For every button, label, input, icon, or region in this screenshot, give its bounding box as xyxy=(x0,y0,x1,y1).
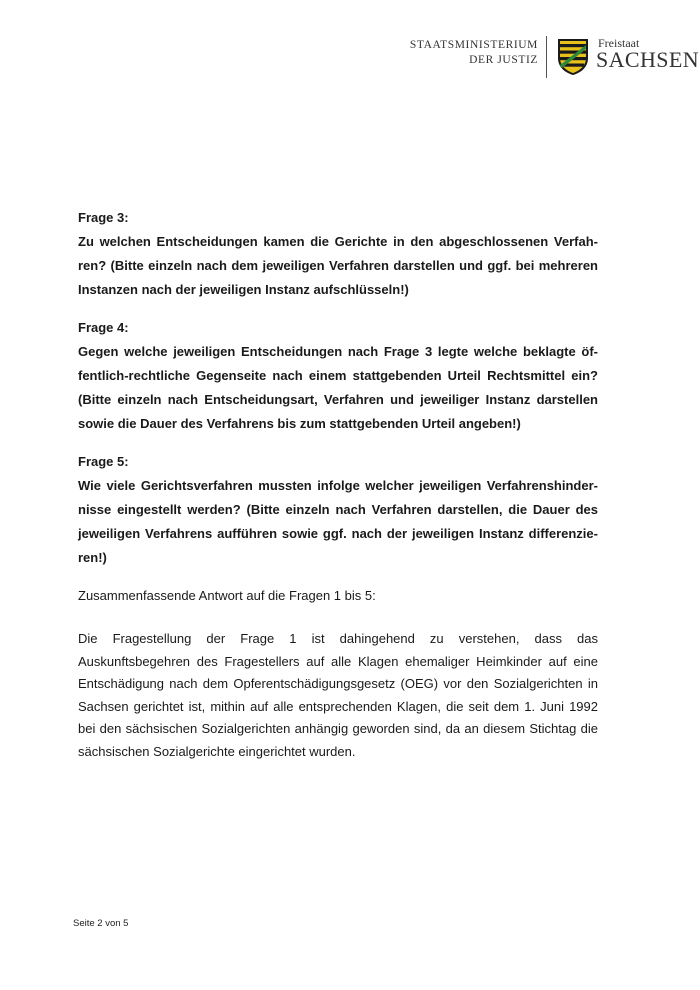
header-divider xyxy=(546,36,547,78)
question-label: Frage 3: xyxy=(78,210,129,225)
question-text: Zu welchen Entscheidungen kamen die Gerichte in den abgeschlossenen Verfahren? (Bitte einzeln nach dem jeweiligen Verfahren darstellen und ggf. bei mehreren Instanzen nach der jeweiligen Instanz aufschlüsseln!) xyxy=(78,234,598,297)
document-body xyxy=(78,206,598,763)
saxony-coat-of-arms-icon xyxy=(557,38,589,76)
ministry-line-1: STAATSMINISTERIUM xyxy=(409,39,538,51)
ministry-name xyxy=(410,38,538,68)
state-name: SACHSEN xyxy=(596,47,700,72)
question-label: Frage 5: xyxy=(78,454,129,469)
question-block-4 xyxy=(78,316,598,436)
question-label: Frage 4: xyxy=(78,320,129,335)
question-block-5 xyxy=(78,450,598,570)
question-block-3 xyxy=(78,206,598,302)
state-subtitle: Freistaat xyxy=(598,36,640,50)
summary-paragraph: Die Fragestellung der Frage 1 ist dahingehend zu verstehen, dass das Auskunftsbegehren des Fragestellers auf alle Klagen ehemaliger Heimkinder auf eine Entschädigung nach dem Opferentschädigungsgesetz (OEG) vor den Sozialgerichten in Sachsen gerichtet ist, mithin auf alle entsprechenden Klagen, die seit dem 1. Juni 1992 bei den sächsischen Sozialgerichten anhängig geworden sind, da an diesem Stichtag die sächsischen Sozialgerichte eingerichtet wurden. xyxy=(78,631,598,759)
page-indicator: Seite 2 von 5 xyxy=(73,918,129,929)
question-text: Wie viele Gerichtsverfahren mussten infolge welcher jeweiligen Verfahrenshindernisse eingestellt werden? (Bitte einzeln nach Verfahren darstellen, die Dauer des jeweiligen Verfahrens aufführen sowie ggf. nach der jeweiligen Instanz differenzieren!) xyxy=(78,478,598,565)
question-text: Gegen welche jeweiligen Entscheidungen nach Frage 3 legte welche beklagte öffentlich-rechtliche Gegenseite nach einem stattgebenden Urteil Rechtsmittel ein? (Bitte einzeln nach Entscheidungsart, Verfahren und jeweiliger Instanz darstellen sowie die Dauer des Verfahrens bis zum stattgebenden Urteil angeben!) xyxy=(78,344,598,431)
summary-heading: Zusammenfassende Antwort auf die Fragen 1 bis 5: xyxy=(78,588,376,603)
ministry-line-2: DER JUSTIZ xyxy=(469,54,538,66)
